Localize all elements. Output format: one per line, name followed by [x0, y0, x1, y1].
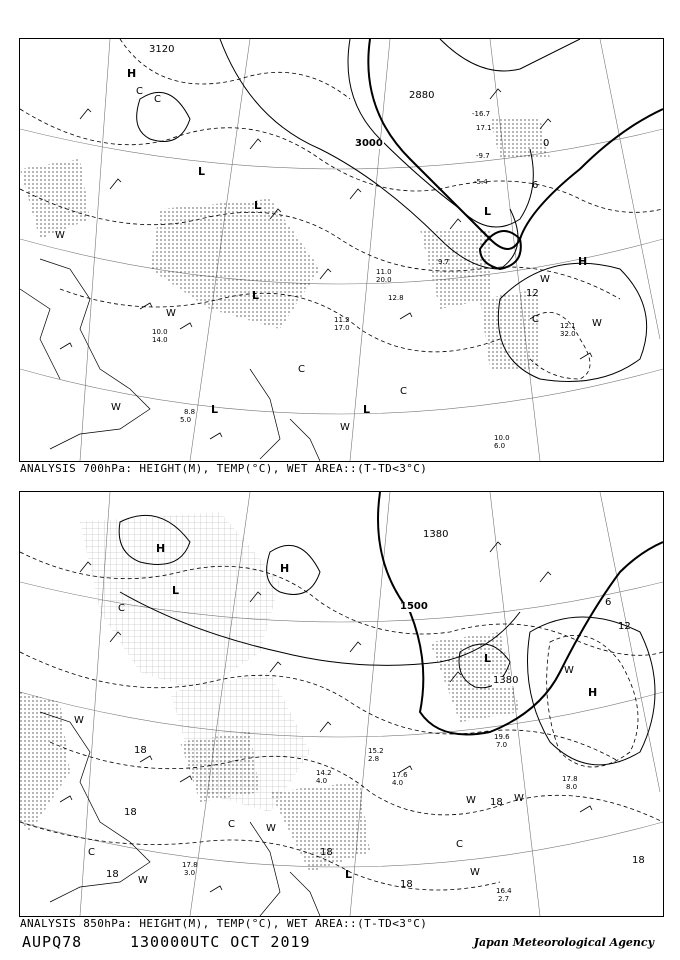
isotherm-label: 18 [320, 847, 333, 858]
warm-center: W [340, 422, 350, 433]
station-value: 3.0 [184, 869, 196, 877]
isotherm-label: 18 [134, 745, 147, 756]
warm-center: W [564, 665, 574, 676]
cold-center: C [532, 314, 539, 325]
height-label: 2880 [409, 90, 435, 101]
station-value: 32.0 [560, 330, 576, 338]
station-value: 2.7 [498, 895, 510, 903]
warm-center: W [166, 308, 176, 319]
station-value: 4.0 [316, 777, 328, 785]
cold-center: C [298, 364, 305, 375]
station-value: 9.7 [438, 258, 450, 266]
map-700hpa [19, 38, 664, 462]
height-label: 3120 [149, 44, 175, 55]
station-value: 16.4 [496, 887, 512, 895]
cold-center: C [154, 94, 161, 105]
station-value: 14.0 [152, 336, 168, 344]
warm-center: W [540, 274, 550, 285]
height-label: 1380 [423, 529, 449, 540]
station-value: 6.0 [494, 442, 506, 450]
station-value: -16.7 [472, 110, 491, 118]
low-center: L [252, 289, 260, 302]
isotherm-label: 6 [532, 180, 539, 191]
cold-center: C [400, 386, 407, 397]
isotherm-label: 18 [106, 869, 119, 880]
analysis-datetime: 130000UTC OCT 2019 [130, 933, 311, 951]
height-label: 1500 [400, 601, 428, 612]
station-value: 11.2 [334, 316, 350, 324]
isotherm-label: 12 [618, 621, 631, 632]
station-value: 17.8 [182, 861, 198, 869]
station-value: 17.1 [476, 124, 492, 132]
warm-center: W [514, 793, 524, 804]
warm-center: W [55, 230, 65, 241]
station-value: 17.8 [562, 775, 578, 783]
warm-center: W [74, 715, 84, 726]
height-contours-bold [378, 492, 663, 735]
station-value: 12.8 [388, 294, 404, 302]
station-value: 19.6 [494, 733, 510, 741]
station-value: 5.0 [180, 416, 192, 424]
isotherm-label: 6 [605, 597, 612, 608]
low-center: L [484, 205, 492, 218]
isotherm-label: 0 [543, 138, 550, 149]
cold-center: C [456, 839, 463, 850]
station-value: 17.6 [392, 771, 408, 779]
station-value: 10.0 [152, 328, 168, 336]
isotherm-label: 18 [490, 797, 503, 808]
warm-center: W [466, 795, 476, 806]
cold-center: C [88, 847, 95, 858]
isotherm-label: 18 [124, 807, 137, 818]
station-value: 7.0 [496, 741, 508, 749]
high-center: H [578, 255, 588, 268]
station-value: 12.1 [560, 322, 576, 330]
isotherm-label: 18 [632, 855, 645, 866]
station-value: -9.7 [476, 152, 490, 160]
isotherm-label: 12 [526, 288, 539, 299]
height-label: 3000 [355, 138, 383, 149]
graticule [20, 39, 663, 461]
high-center: H [588, 686, 598, 699]
low-center: L [172, 584, 180, 597]
warm-center: W [111, 402, 121, 413]
caption-700hpa: ANALYSIS 700hPa: HEIGHT(M), TEMP(°C), WET AREA::(T-TD<3°C) [20, 462, 428, 475]
agency-name: Japan Meteorological Agency [473, 936, 654, 949]
high-center: H [280, 562, 290, 575]
cold-center: C [136, 86, 143, 97]
low-center: L [211, 403, 219, 416]
high-center: H [127, 67, 137, 80]
low-center: L [198, 165, 206, 178]
station-value: 11.0 [376, 268, 392, 276]
warm-center: W [592, 318, 602, 329]
cold-center: C [118, 603, 125, 614]
isotherm-label: 18 [400, 879, 413, 890]
station-value: 8.0 [566, 783, 578, 791]
warm-center: W [266, 823, 276, 834]
height-label: 1380 [493, 675, 519, 686]
wet-areas [20, 119, 550, 369]
station-value: 10.0 [494, 434, 510, 442]
caption-850hpa: ANALYSIS 850hPa: HEIGHT(M), TEMP(°C), WET AREA::(T-TD<3°C) [20, 917, 428, 930]
map-850hpa-graphics [20, 492, 663, 916]
station-value: 8.8 [184, 408, 196, 416]
warm-center: W [138, 875, 148, 886]
station-value: 17.0 [334, 324, 350, 332]
station-value: 15.2 [368, 747, 384, 755]
low-center: L [345, 868, 353, 881]
warm-center: W [470, 867, 480, 878]
station-value: 4.0 [392, 779, 404, 787]
low-center: L [363, 403, 371, 416]
map-850hpa [19, 491, 664, 917]
station-value: 20.0 [376, 276, 392, 284]
station-value: 2.8 [368, 755, 380, 763]
low-center: L [254, 199, 262, 212]
chart-code: AUPQ78 [22, 933, 83, 951]
station-value: 14.2 [316, 769, 332, 777]
cold-center: C [228, 819, 235, 830]
map-700hpa-graphics [20, 39, 663, 461]
station-value: -5.4 [474, 178, 488, 186]
high-center: H [156, 542, 166, 555]
low-center: L [484, 652, 492, 665]
